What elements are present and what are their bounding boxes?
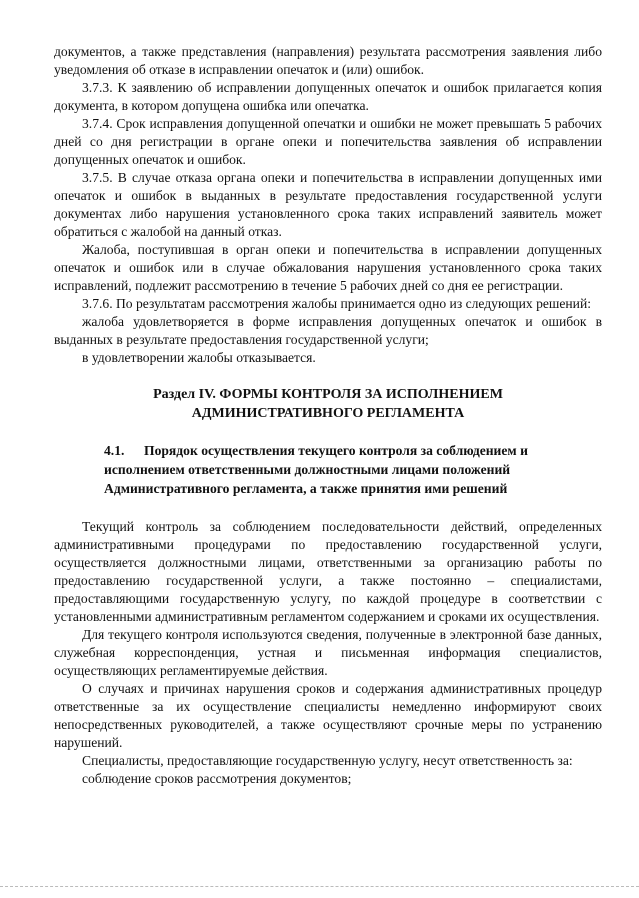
subsection-number: 4.1. <box>104 443 125 458</box>
paragraph-complaint: Жалоба, поступившая в орган опеки и попечительства в исправлении допущенных опечаток и ошибок или в случае обжалования нарушения установленного срока таких исправлений, подлежит рассмотрению в течение 5 рабочих дней со дня ее регистрации. <box>54 242 602 293</box>
paragraph-3-7-5: 3.7.5. В случае отказа органа опеки и попечительства в исправлении допущенных ими опечаток и ошибок в выданных в результате предоставления государственной услуги документах либо нарушения установленного срока таких исправлений заявитель может обратиться с жалобой на данный отказ. <box>54 170 602 239</box>
paragraph-responsibility: Специалисты, предоставляющие государственную услугу, несут ответственность за: <box>82 753 573 768</box>
paragraph-control-sources: Для текущего контроля используются сведения, полученные в электронной базе данных, служебная корреспонденция, устная и письменная информация специалистов, осуществляющих регламентируемые действия. <box>54 627 602 678</box>
list-item-complaint-satisfied: жалоба удовлетворяется в форме исправления допущенных опечаток и ошибок в выданных в результате предоставления государственной услуги; <box>54 314 602 347</box>
paragraph-current-control: Текущий контроль за соблюдением последовательности действий, определенных административными процедурами по предоставлению государственной услуги, осуществляется должностными лицами, ответственными за организацию работы по предоставлению государственной услуги, а также постоянно – специалистами, предоставляющими государственную услугу, по каждой процедуре в соответствии с установленными административным регламентом содержанием и сроками их осуществления. <box>54 519 602 624</box>
list-item-complaint-refused: в удовлетворении жалобы отказывается. <box>82 350 316 365</box>
paragraph-3-7-4: 3.7.4. Срок исправления допущенной опечатки и ошибки не может превышать 5 рабочих дней со дня регистрации в органе опеки и попечительства заявления об исправлении допущенных опечаток и ошибок. <box>54 116 602 167</box>
list-item-document-deadlines: соблюдение сроков рассмотрения документов; <box>82 771 352 786</box>
section-title-line-1: Раздел IV. ФОРМЫ КОНТРОЛЯ ЗА ИСПОЛНЕНИЕМ <box>153 387 503 402</box>
subsection-title-line-1 <box>104 441 602 460</box>
paragraph-3-7-3: 3.7.3. К заявлению об исправлении допущенных опечаток и ошибок прилагается копия документа, в котором допущена ошибка или опечатка. <box>54 80 602 113</box>
section-title <box>54 385 602 423</box>
subsection-title-line-2: исполнением ответственными должностными лицами положений <box>104 462 511 477</box>
paragraph-violations: О случаях и причинах нарушения сроков и содержания административных процедур ответственные за их осуществление специалисты немедленно информируют своих непосредственных руководителей, а также осуществляют срочные меры по устранению нарушений. <box>54 681 602 750</box>
page-bottom-rule <box>0 886 639 887</box>
subsection-title <box>54 441 602 498</box>
spacer <box>54 498 602 518</box>
paragraph-continuation: документов, а также представления (направления) результата рассмотрения заявления либо уведомления об отказе в исправлении опечаток и (или) ошибок. <box>54 44 602 77</box>
paragraph-3-7-6: 3.7.6. По результатам рассмотрения жалобы принимается одно из следующих решений: <box>82 296 592 311</box>
subsection-title-text-1: Порядок осуществления текущего контроля за соблюдением и <box>144 443 528 458</box>
section-title-line-2: АДМИНИСТРАТИВНОГО РЕГЛАМЕНТА <box>191 406 465 421</box>
document-body <box>54 43 602 788</box>
subsection-title-line-3: Административного регламента, а также принятия ими решений <box>104 481 508 496</box>
